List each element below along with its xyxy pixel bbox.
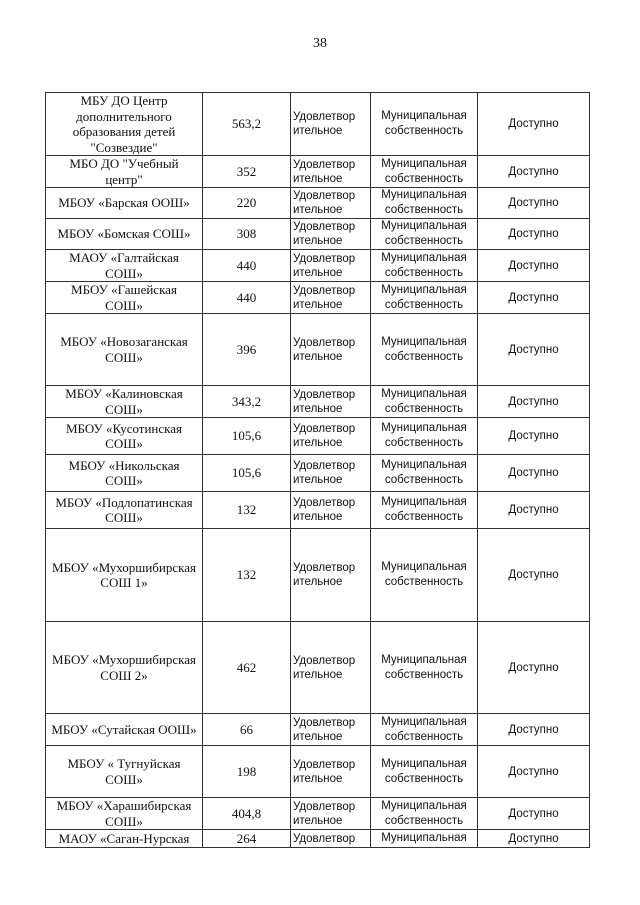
facility-name-cell [46, 622, 203, 714]
facility-name: МБОУ «Новозаганская СОШ» [60, 334, 188, 365]
access-cell: Доступно [478, 386, 590, 418]
condition-cell [291, 714, 371, 746]
condition-cell [291, 798, 371, 830]
access-cell: Доступно [478, 622, 590, 714]
condition-cell [291, 830, 371, 848]
capacity-cell: 404,8 [203, 798, 291, 830]
condition-cell [291, 418, 371, 455]
ownership-cell [371, 386, 478, 418]
access-cell: Доступно [478, 830, 590, 848]
table-row [46, 93, 590, 156]
capacity-cell: 308 [203, 219, 291, 250]
access-cell: Доступно [478, 529, 590, 622]
condition-text: Удовлетвор ительное [293, 221, 356, 247]
facility-name-cell [46, 219, 203, 250]
facility-name: МБОУ «Харашибирская СОШ» [56, 798, 192, 829]
condition-text: Удовлетвор ительное [293, 562, 356, 588]
table-row [46, 418, 590, 455]
facility-name: МАОУ «Галтайская СОШ» [69, 250, 179, 281]
ownership-text: Муниципальная собственность [381, 799, 467, 827]
ownership-text: Муниципальная собственность [381, 283, 467, 311]
capacity-cell: 105,6 [203, 418, 291, 455]
condition-cell [291, 282, 371, 314]
page-number: 38 [313, 36, 327, 51]
ownership-cell [371, 455, 478, 492]
capacity-cell: 440 [203, 282, 291, 314]
facility-name-cell [46, 746, 203, 798]
condition-text: Удовлетвор ительное [293, 758, 356, 785]
condition-cell [291, 746, 371, 798]
table-row [46, 219, 590, 250]
ownership-cell [371, 250, 478, 282]
condition-text: Удовлетвор ительное [293, 388, 356, 415]
condition-cell [291, 314, 371, 386]
ownership-text: Муниципальная собственность [381, 387, 467, 415]
facility-name: МБО ДО "Учебный центр" [69, 156, 179, 187]
facility-name: МБОУ «Подлопатинская СОШ» [55, 494, 193, 525]
access-cell: Доступно [478, 314, 590, 386]
table-row [46, 314, 590, 386]
table-row [46, 714, 590, 746]
facility-name: МБОУ «Гашейская СОШ» [71, 282, 177, 313]
ownership-cell [371, 622, 478, 714]
facility-name-cell [46, 282, 203, 314]
capacity-cell: 563,2 [203, 93, 291, 156]
access-cell: Доступно [478, 219, 590, 250]
condition-text: Удовлетвор ительное [293, 284, 356, 311]
condition-text: Удовлетвор ительное [293, 190, 356, 216]
capacity-cell: 352 [203, 156, 291, 188]
facility-name: МБОУ «Сутайская ООШ» [51, 721, 197, 737]
table-row [46, 156, 590, 188]
facility-name-cell [46, 798, 203, 830]
condition-text: Удовлетвор ительное [293, 252, 356, 279]
ownership-cell [371, 492, 478, 529]
condition-cell [291, 386, 371, 418]
table-row [46, 188, 590, 219]
facility-name: МБОУ «Кусотинская СОШ» [65, 420, 183, 451]
condition-cell [291, 250, 371, 282]
condition-cell [291, 529, 371, 622]
ownership-cell [371, 314, 478, 386]
facility-name-cell [46, 386, 203, 418]
ownership-cell [371, 529, 478, 622]
ownership-text: Муниципальная собственность [381, 757, 467, 785]
ownership-text: Муниципальная собственность [381, 715, 467, 743]
ownership-text: Муниципальная собственность [381, 251, 467, 279]
access-cell: Доступно [478, 188, 590, 219]
condition-text: Удовлетвор ительное [293, 716, 356, 743]
facility-name: МБОУ «Барская ООШ» [58, 195, 190, 211]
ownership-text: Муниципальная собственность [381, 561, 467, 588]
ownership-cell [371, 188, 478, 219]
ownership-text: Муниципальная собственность [381, 189, 467, 216]
condition-cell [291, 93, 371, 156]
facility-name: МБОУ «Калиновская СОШ» [65, 386, 183, 417]
ownership-text: Муниципальная собственность [381, 422, 467, 449]
ownership-text: Муниципальная собственность [381, 157, 467, 185]
facility-name-cell [46, 93, 203, 156]
facility-name-cell [46, 418, 203, 455]
table-row [46, 386, 590, 418]
condition-text: Удовлетвор ительное [293, 111, 356, 137]
capacity-cell: 462 [203, 622, 291, 714]
ownership-cell [371, 418, 478, 455]
table-row [46, 250, 590, 282]
capacity-cell: 343,2 [203, 386, 291, 418]
condition-cell [291, 156, 371, 188]
ownership-cell [371, 282, 478, 314]
table-row [46, 529, 590, 622]
facility-name-cell [46, 492, 203, 529]
capacity-cell: 132 [203, 492, 291, 529]
facility-name: МБУ ДО Центр дополнительного образования детей "Созвездие" [72, 93, 176, 155]
facility-name-cell [46, 250, 203, 282]
condition-cell [291, 219, 371, 250]
condition-text: Удовлетвор [293, 832, 356, 845]
table-row [46, 455, 590, 492]
condition-text: Удовлетвор ительное [293, 423, 356, 449]
capacity-cell: 132 [203, 529, 291, 622]
table-row [46, 798, 590, 830]
access-cell: Доступно [478, 282, 590, 314]
facility-name: МБОУ «Никольская СОШ» [68, 457, 180, 488]
condition-cell [291, 188, 371, 219]
table-row [46, 830, 590, 848]
access-cell: Доступно [478, 714, 590, 746]
capacity-cell: 198 [203, 746, 291, 798]
ownership-cell [371, 93, 478, 156]
facility-name-cell [46, 455, 203, 492]
ownership-cell [371, 714, 478, 746]
ownership-cell [371, 156, 478, 188]
condition-cell [291, 622, 371, 714]
capacity-cell: 220 [203, 188, 291, 219]
facility-name-cell [46, 188, 203, 219]
ownership-text: Муниципальная собственность [381, 110, 467, 137]
ownership-text: Муниципальная собственность [381, 220, 467, 247]
condition-text: Удовлетвор ительное [293, 497, 356, 523]
facility-name-cell [46, 830, 203, 848]
facility-name-cell [46, 714, 203, 746]
facility-name: МБОУ «Бомская СОШ» [57, 226, 191, 242]
ownership-text: Муниципальная [381, 832, 467, 844]
ownership-cell [371, 798, 478, 830]
condition-cell [291, 455, 371, 492]
capacity-cell: 105,6 [203, 455, 291, 492]
facility-name-cell [46, 156, 203, 188]
capacity-cell: 396 [203, 314, 291, 386]
table-row [46, 282, 590, 314]
table-row [46, 492, 590, 529]
condition-text: Удовлетвор ительное [293, 158, 356, 185]
access-cell: Доступно [478, 798, 590, 830]
facilities-table [45, 92, 590, 848]
condition-cell [291, 492, 371, 529]
access-cell: Доступно [478, 492, 590, 529]
ownership-text: Муниципальная собственность [381, 496, 467, 523]
table-row [46, 622, 590, 714]
facility-name: МБОУ «Мухоршибирская СОШ 1» [52, 559, 196, 590]
condition-text: Удовлетвор ительное [293, 336, 356, 363]
facility-name-cell [46, 314, 203, 386]
access-cell: Доступно [478, 418, 590, 455]
ownership-text: Муниципальная собственность [381, 653, 467, 681]
facility-name: МБОУ « Тугнуйская СОШ» [67, 756, 181, 787]
ownership-text: Муниципальная собственность [381, 335, 467, 363]
access-cell: Доступно [478, 156, 590, 188]
capacity-cell: 264 [203, 830, 291, 848]
facility-name-cell [46, 529, 203, 622]
condition-text: Удовлетвор ительное [293, 654, 356, 681]
condition-text: Удовлетвор ительное [293, 800, 356, 827]
facility-name: МАОУ «Саган-Нурская [58, 830, 190, 846]
capacity-cell: 66 [203, 714, 291, 746]
access-cell: Доступно [478, 746, 590, 798]
capacity-cell: 440 [203, 250, 291, 282]
access-cell: Доступно [478, 455, 590, 492]
access-cell: Доступно [478, 93, 590, 156]
ownership-cell [371, 219, 478, 250]
ownership-cell [371, 746, 478, 798]
facility-name: МБОУ «Мухоршибирская СОШ 2» [52, 652, 196, 683]
ownership-text: Муниципальная собственность [381, 459, 467, 486]
condition-text: Удовлетвор ительное [293, 460, 356, 486]
access-cell: Доступно [478, 250, 590, 282]
ownership-cell [371, 830, 478, 848]
table-row [46, 746, 590, 798]
